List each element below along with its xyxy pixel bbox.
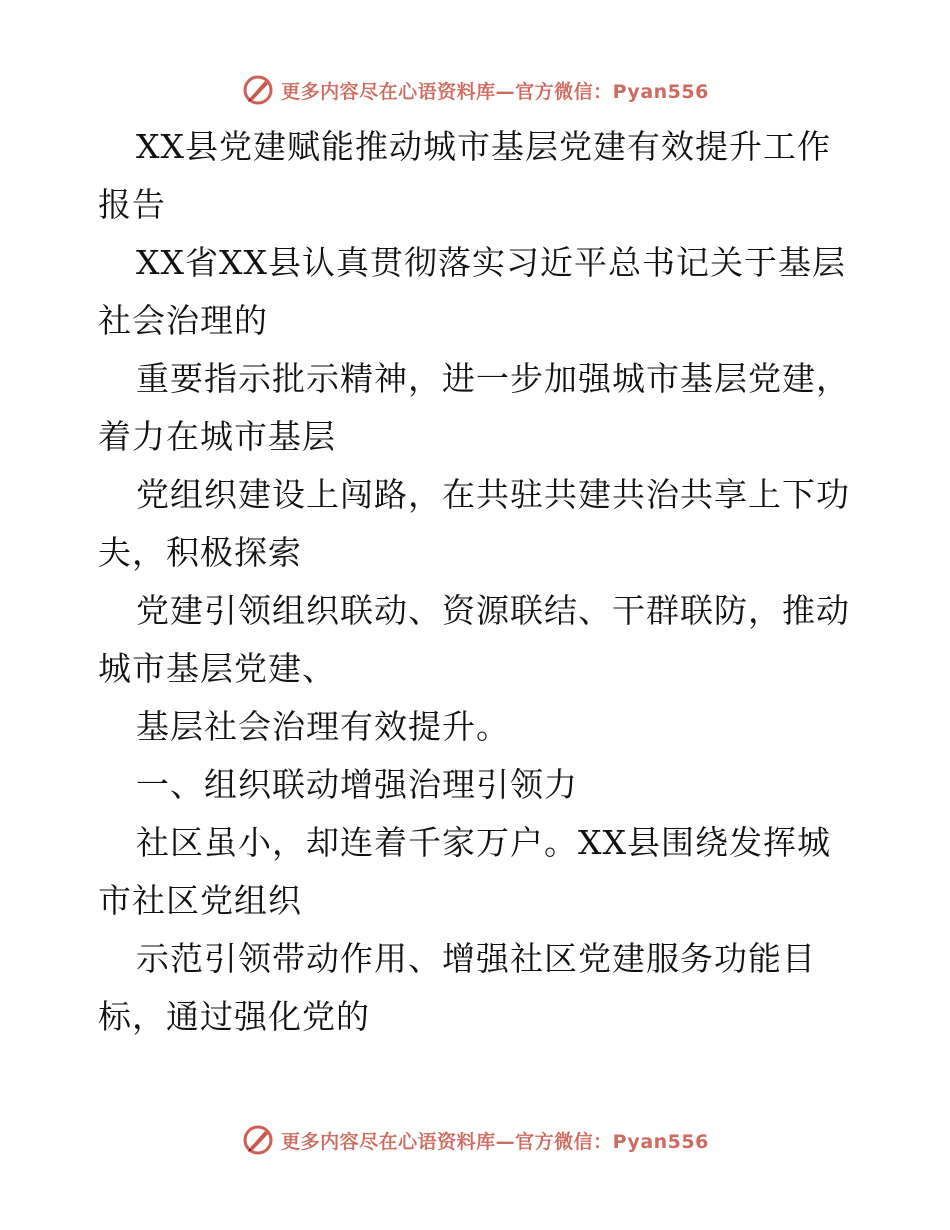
paragraph: XX省XX县认真贯彻落实习近平总书记关于基层社会治理的 [98,243,846,340]
footer-banner-text: 更多内容尽在心语资料库—官方微信：Pyan556 [281,1130,709,1153]
document-title: XX县党建赋能推动城市基层党建有效提升工作报告 [98,127,831,224]
header-watermark-banner [0,70,950,110]
paragraph: 党组织建设上闯路，在共驻共建共治共享上下功夫，积极探索 [98,475,850,572]
document-body [98,118,858,1046]
paragraph: 党建引领组织联动、资源联结、干群联防，推动城市基层党建、 [98,591,850,688]
paragraph: 基层社会治理有效提升。 [136,707,510,746]
paragraph: 社区虽小，却连着千家万户。XX县围绕发挥城市社区党组织 [98,823,831,920]
quill-pen-logo-icon [241,73,275,107]
footer-watermark-banner [0,1120,950,1160]
header-banner-text: 更多内容尽在心语资料库—官方微信：Pyan556 [281,80,709,103]
section-heading: 一、组织联动增强治理引领力 [136,765,578,804]
quill-pen-logo-icon [241,1123,275,1157]
paragraph: 重要指示批示精神，进一步加强城市基层党建，着力在城市基层 [98,359,850,456]
paragraph: 示范引领带动作用、增强社区党建服务功能目标，通过强化党的 [98,939,816,1036]
